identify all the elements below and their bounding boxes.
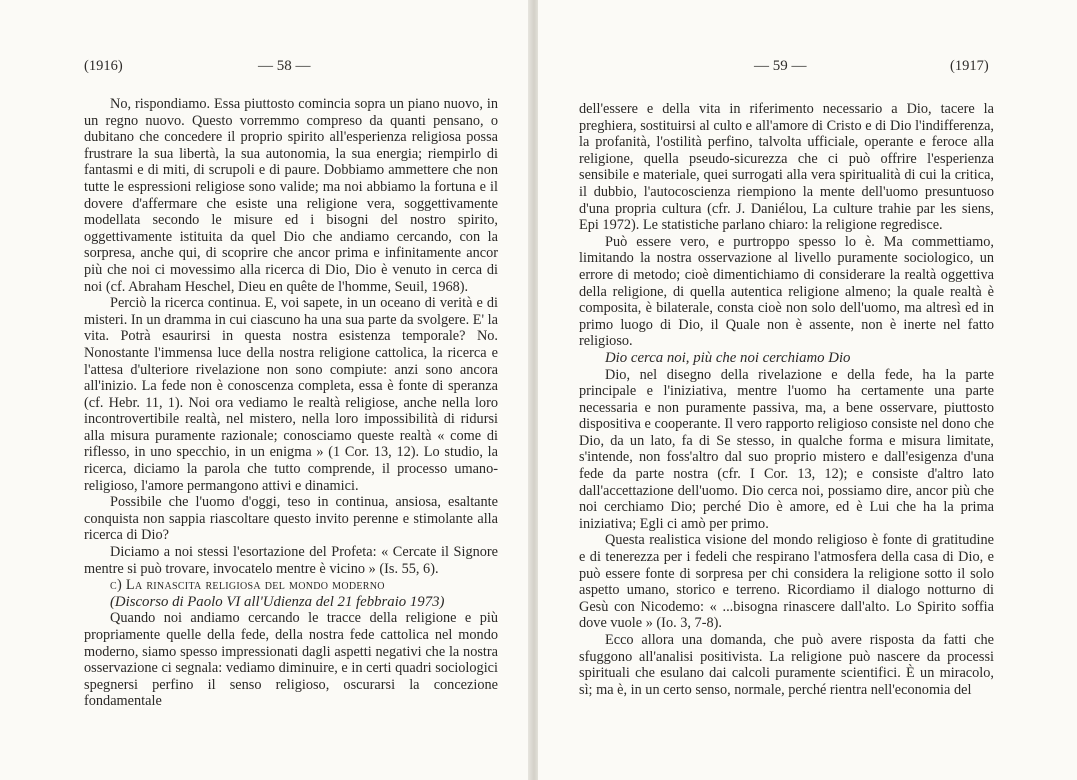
left-closing-paragraph: Quando noi andiamo cercando le tracce della religione e più propriamente quelle della fede, della nostra fede cattolica nel mondo moderno, siamo spesso impressionati dagli aspetti negativi che la nostra osservazione ci segnala: vediamo diminuire, e in certi quadri sociologici spegnersi perfino il senso religioso, oscurarsi la concezione fondamentale (84, 610, 498, 710)
left-page-number: — 58 — (258, 58, 311, 74)
right-paragraph-2: Può essere vero, e purtroppo spesso lo è. Ma commettiamo, limitando la nostra osservazione al livello puramente sociologico, un errore di metodo; cioè dimentichiamo di considerare la realtà oggettiva della religione, di quella autentica religione almeno; la quale realtà è composita, è bilaterale, consta cioè non solo dell'uomo, ma altresì ed in primo luogo di Dio, il Quale non è assente, non è inerte nel fatto religioso. (579, 233, 994, 350)
left-page (0, 0, 530, 780)
left-page-year: (1916) (84, 58, 123, 74)
left-paragraph-1: No, rispondiamo. Essa piuttosto comincia sopra un piano nuovo, in un regno nuovo. Questo vorremmo compreso da quanti pensano, o dubitano che concedere il proprio spirito all'esperienza religiosa possa frustrare la sua libertà, la sua autonomia, la sua energia; riempirlo di fantasmi e di miti, di scrupoli e di paure. Dobbiamo ammettere che non tutte le espressioni religiose sono valide; ma noi abbiamo la fortuna e il dovere d'affermare che esiste una religione vera, soggettivamente modellata secondo le misure ed i bisogni del nostro spirito, oggettivamente istituita da quel Dio che andiamo cercando, con la sorpresa, anche qui, di scoprire che ancor prima e infinitamente ancor più che noi ci movessimo alla ricerca di Dio, Dio è venuto in cerca di noi (cf. Abraham Heschel, Dieu en quête de l'homme, Seuil, 1968). (84, 96, 498, 295)
right-page-year: (1917) (950, 58, 989, 74)
section-subtitle: (Discorso di Paolo VI all'Udienza del 21 febbraio 1973) (110, 593, 445, 610)
left-paragraph-2: Perciò la ricerca continua. E, voi sapete, in un oceano di verità e di misteri. In un dramma in cui ciascuno ha una sua parte da svolgere. E' la vita. Potrà esaurirsi in questa nostra esistenza temporale? No. Nonostante l'immensa luce della nostra religione cattolica, la ricerca e l'attesa d'ulteriore rivelazione non sono compiute: anzi sono ancora all'inizio. La fede non è conoscenza completa, essa è fonte di speranza (cf. Hebr. 11, 1). Noi ora vediamo le realtà religiose, anche nella loro incontrovertibile realtà, nel mistero, nella loro impossibilità di ridursi alla misura puramente razionale; conosciamo queste realtà « come di riflesso, in uno specchio, in un enigma » (1 Cor. 13, 12). Lo studio, la ricerca, diciamo la parola che tutto comprende, il processo umano-religioso, l'amore permangono attivi e dinamici. (84, 295, 498, 494)
right-page-body (579, 101, 994, 698)
right-paragraph-4: Questa realistica visione del mondo religioso è fonte di gratitudine e di tenerezza per i fedeli che respirano l'atmosfera della casa di Dio, e può essere fonte di sorpresa per chi considera la religione sotto il solo aspetto umano, storico e terreno. Ricordiamo il dialogo notturno di Gesù con Nicodemo: « ...bisogna rinascere dall'alto. Lo Spirito soffia dove vuole » (Io. 3, 7-8). (579, 532, 994, 632)
left-paragraph-3: Possibile che l'uomo d'oggi, teso in continua, ansiosa, esaltante conquista non sappia riascoltare questo invito perenne e stimolante alla ricerca di Dio? (84, 494, 498, 544)
right-page-number: — 59 — (754, 58, 807, 74)
right-paragraph-5: Ecco allora una domanda, che può avere risposta da fatti che sfuggono all'analisi positivista. La religione può nascere da processi spirituali che esulano dai calcoli puramente scientifici. È un miracolo, sì; ma è, in un certo senso, normale, perché rientra nell'economia del (579, 632, 994, 698)
right-paragraph-3: Dio, nel disegno della rivelazione e della fede, ha la parte principale e l'iniziativa, mentre l'uomo ha certamente una parte necessaria e non puramente passiva, ma, a bene osservare, piuttosto dispositiva e cooperante. Il vero rapporto religioso consiste nel dono che Dio, da un lato, fa di Se stesso, in qualche forma e misura limitate, s'intende, non foss'altro dal suo proprio mistero e dall'esigenza d'una fede da parte nostra (cfr. I Cor. 13, 12); e consiste d'altro lato dall'accettazione dell'uomo. Dio cerca noi, possiamo dire, ancor più che noi cerchiamo Dio; perché Dio è amore, ed è Lui che ha la prima iniziativa; Egli ci amò per primo. (579, 366, 994, 532)
italic-section-heading: Dio cerca noi, più che noi cerchiamo Dio (605, 349, 851, 366)
left-paragraph-4: Diciamo a noi stessi l'esortazione del Profeta: « Cercate il Signore mentre si può trovare, invocatelo mentre è vicino » (Is. 55, 6). (84, 544, 498, 577)
right-paragraph-1: dell'essere e della vita in riferimento necessario a Dio, tacere la preghiera, sostituirsi al culto e all'amore di Cristo e di Dio l'indifferenza, la profanità, l'ostilità perfino, talvolta ufficiale, operante e feroce alla religione, quella pseudo-sicurezza che ci può offrire l'esperienza sensibile e materiale, quei surrogati alla vera spiritualità di cui la critica, il dubbio, l'autocoscienza riempiono la mente dell'uomo presuntuoso d'una propria cultura (cfr. J. Daniélou, La culture trahie par les siens, Epi 1972). Le statistiche parlano chiaro: la religione regredisce. (579, 101, 994, 234)
left-page-body (84, 96, 498, 710)
section-title: c) La rinascita religiosa del mondo moderno (110, 577, 385, 594)
right-page (538, 0, 1077, 780)
